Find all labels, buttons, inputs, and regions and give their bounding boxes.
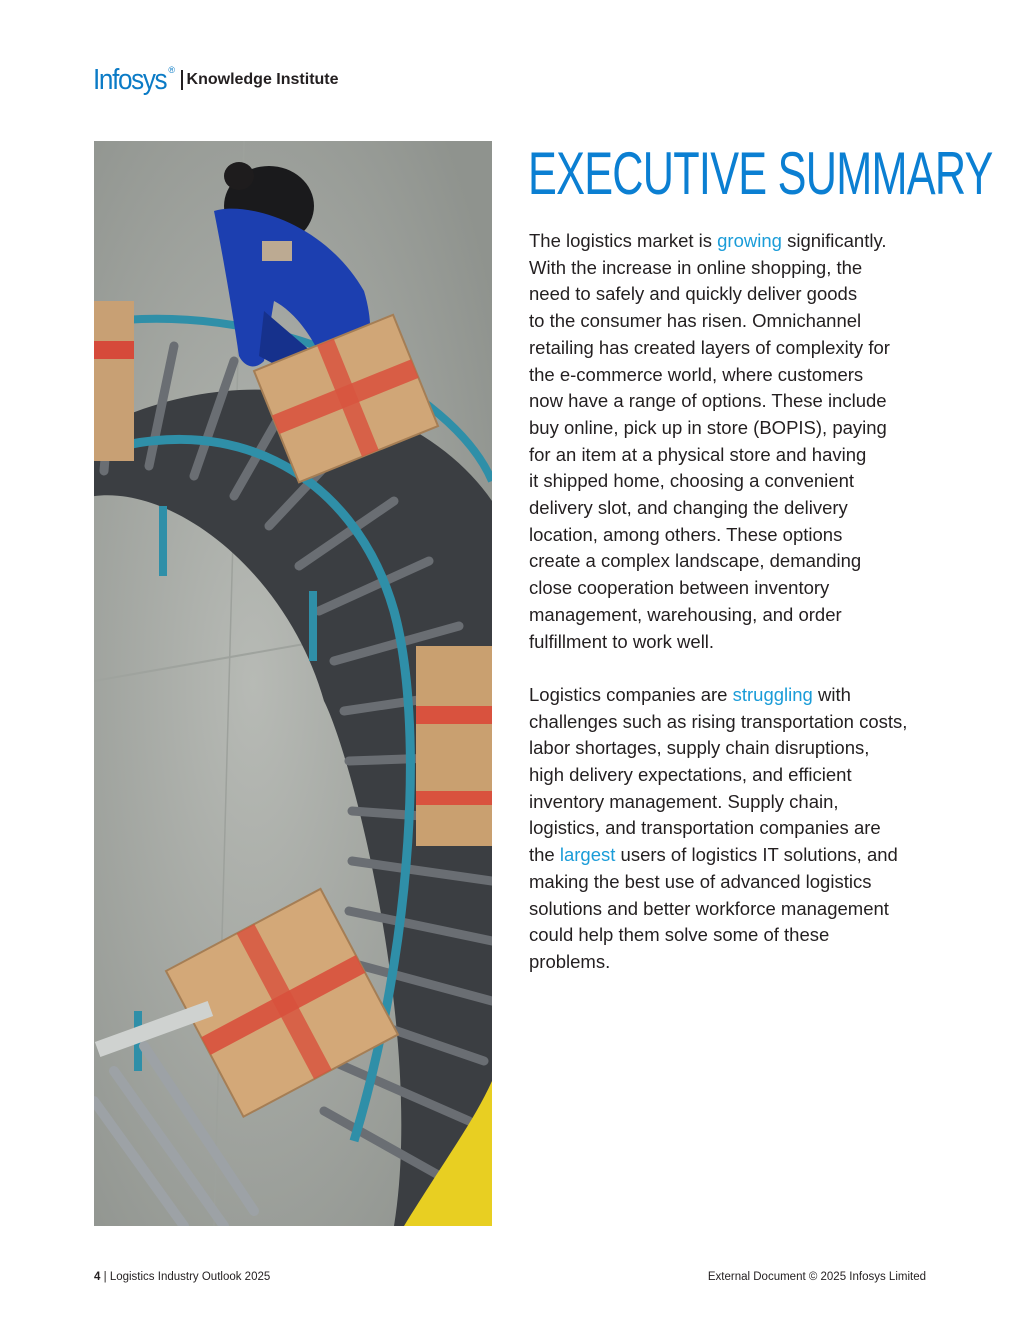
infosys-logo: [93, 62, 339, 98]
footer-separator: |: [103, 1271, 107, 1283]
registered-mark: ®: [168, 65, 176, 75]
text-line: making the best use of advanced logistics: [529, 870, 872, 892]
text-line: delivery slot, and changing the delivery: [529, 497, 848, 519]
text-line: Logistics companies are struggling with: [529, 683, 851, 705]
text-line: create a complex landscape, demanding: [529, 550, 862, 572]
text-line: could help them solve some of these: [529, 924, 830, 946]
largest-link[interactable]: largest: [559, 844, 616, 866]
text-line: inventory management. Supply chain,: [529, 790, 839, 812]
text-line: need to safely and quickly deliver goods: [529, 283, 858, 305]
text-line: for an item at a physical store and having: [529, 443, 867, 465]
text-line: the largest users of logistics IT solutions, and: [529, 844, 898, 866]
logo-divider: [181, 70, 183, 90]
text-line: location, among others. These options: [529, 523, 843, 545]
logo-subtitle: Knowledge Institute: [186, 71, 339, 88]
text-line: it shipped home, choosing a convenient: [529, 470, 854, 492]
footer-doc-title: Logistics Industry Outlook 2025: [109, 1271, 271, 1283]
text-line: close cooperation between inventory: [529, 577, 830, 599]
text-line: to the consumer has risen. Omnichannel: [529, 310, 862, 332]
text-line: retailing has created layers of complexity for: [529, 336, 890, 358]
body-text: [529, 228, 929, 1002]
paragraph-1: [529, 228, 929, 655]
text-line: problems.: [529, 950, 611, 972]
text-line: management, warehousing, and order: [529, 603, 842, 625]
text-line: fulfillment to work well.: [529, 630, 715, 652]
struggling-link[interactable]: struggling: [732, 683, 813, 705]
text-line: the e-commerce world, where customers: [529, 363, 864, 385]
text-line: now have a range of options. These include: [529, 390, 887, 412]
infosys-wordmark: Infosys: [93, 63, 167, 96]
text-line: logistics, and transportation companies are: [529, 817, 881, 839]
text-line: high delivery expectations, and efficient: [529, 764, 852, 786]
text-line: The logistics market is growing significantly.: [529, 230, 887, 251]
page-number: 4: [94, 1271, 101, 1283]
text-line: labor shortages, supply chain disruptions,: [529, 737, 870, 759]
footer-copyright: External Document © 2025 Infosys Limited: [707, 1271, 926, 1283]
warehouse-photo: [94, 141, 492, 1226]
text-line: With the increase in online shopping, the: [529, 256, 863, 278]
text-line: buy online, pick up in store (BOPIS), paying: [529, 416, 887, 438]
paragraph-2: [529, 682, 929, 976]
text-line: solutions and better workforce management: [529, 897, 889, 919]
text-line: challenges such as rising transportation costs,: [529, 710, 908, 732]
page-title: EXECUTIVE SUMMARY: [528, 140, 993, 207]
footer-page-info: [94, 1271, 270, 1283]
growing-link[interactable]: growing: [717, 230, 782, 251]
